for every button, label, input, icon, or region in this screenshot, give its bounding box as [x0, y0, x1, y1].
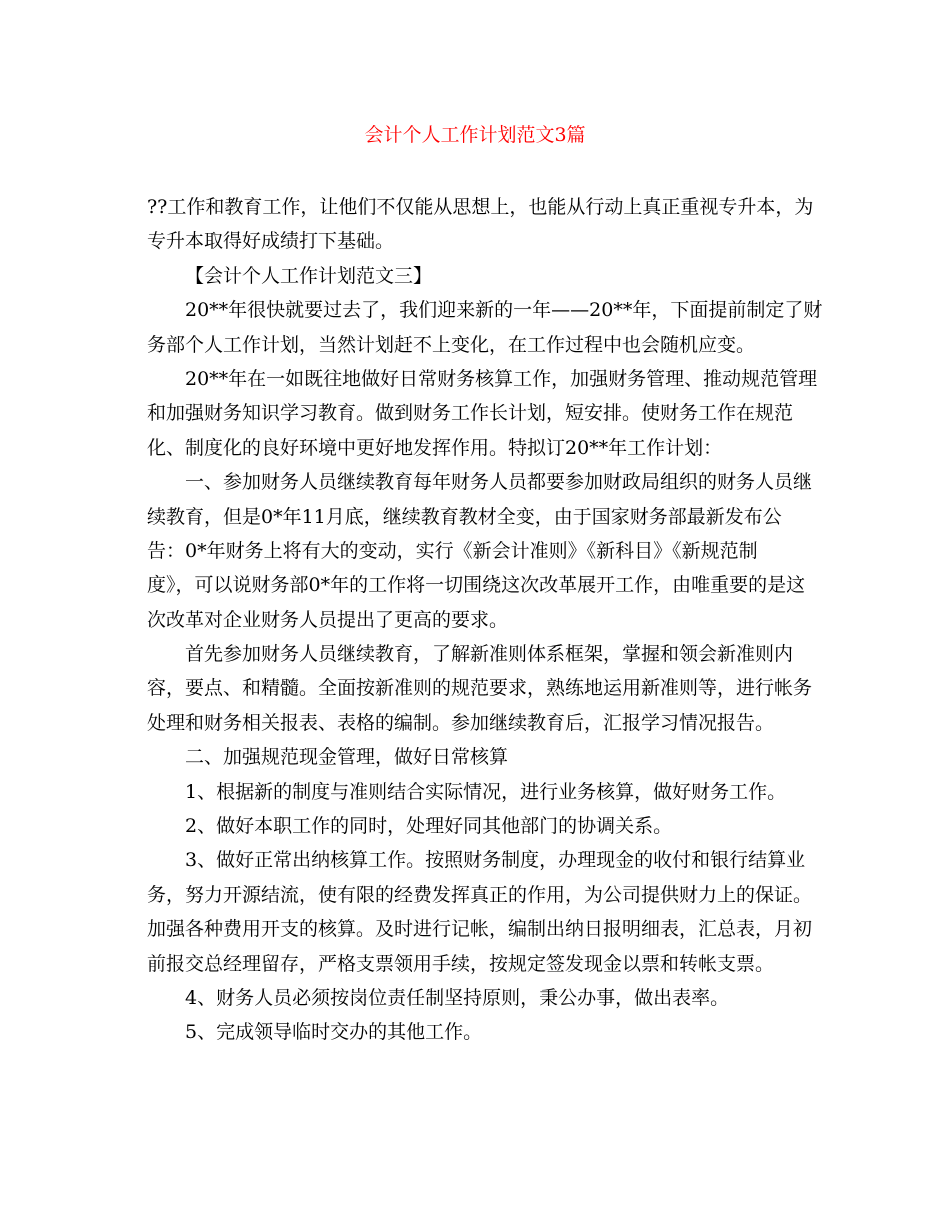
text-line: 【会计个人工作计划范文三】: [185, 264, 433, 287]
text-line: 务部个人工作计划，当然计划赶不上变化，在工作过程中也会随机应变。: [147, 333, 756, 356]
text-line: 20**年很快就要过去了，我们迎来新的一年——20**年，下面提前制定了财: [185, 299, 823, 322]
text-line: 前报交总经理留存，严格支票领用手续，按规定签发现金以票和转帐支票。: [147, 952, 775, 975]
text-line: 专升本取得好成绩打下基础。: [147, 230, 395, 253]
text-line: 4、财务人员必须按岗位责任制坚持原则，秉公办事，做出表率。: [185, 986, 730, 1009]
text-line: 容，要点、和精髓。全面按新准则的规范要求，熟练地运用新准则等，进行帐务: [147, 677, 813, 700]
text-line: 20**年在一如既往地做好日常财务核算工作，加强财务管理、推动规范管理: [185, 367, 818, 390]
text-line: 一、参加财务人员继续教育每年财务人员都要参加财政局组织的财务人员继: [185, 471, 813, 494]
text-line: 告：0*年财务上将有大的变动，实行《新会计准则》《新科目》《新规范制: [147, 539, 758, 562]
text-line: 2、做好本职工作的同时，处理好同其他部门的协调关系。: [185, 815, 673, 838]
page-title: 会计个人工作计划范文3篇: [364, 124, 586, 146]
text-line: 1、根据新的制度与准则结合实际情况，进行业务核算，做好财务工作。: [185, 780, 787, 803]
text-line: 处理和财务相关报表、表格的编制。参加继续教育后，汇报学习情况报告。: [147, 711, 775, 734]
text-line: 化、制度化的良好环境中更好地发挥作用。特拟订20**年工作计划：: [147, 436, 723, 459]
text-line: 度》，可以说财务部0*年的工作将一切围绕这次改革展开工作，由唯重要的是这: [147, 574, 806, 597]
text-line: 和加强财务知识学习教育。做到财务工作长计划，短安排。使财务工作在规范: [147, 402, 794, 425]
document-body: [147, 190, 823, 1050]
text-line: 续教育，但是0*年11月底，继续教育教材全变，由于国家财务部最新发布公: [147, 505, 782, 528]
text-line: 首先参加财务人员继续教育，了解新准则体系框架，掌握和领会新准则内: [185, 643, 794, 666]
text-line: 次改革对企业财务人员提出了更高的要求。: [147, 608, 509, 631]
text-line: ??工作和教育工作，让他们不仅能从思想上，也能从行动上真正重视专升本，为: [147, 196, 814, 218]
text-line: 3、做好正常出纳核算工作。按照财务制度，办理现金的收付和银行结算业: [185, 849, 806, 872]
text-line: 二、加强规范现金管理，做好日常核算: [185, 746, 509, 769]
text-line: 务，努力开源结流，使有限的经费发挥真正的作用，为公司提供财力上的保证。: [147, 883, 813, 906]
text-line: 加强各种费用开支的核算。及时进行记帐，编制出纳日报明细表，汇总表，月初: [147, 918, 813, 941]
text-line: 5、完成领导临时交办的其他工作。: [185, 1021, 483, 1044]
